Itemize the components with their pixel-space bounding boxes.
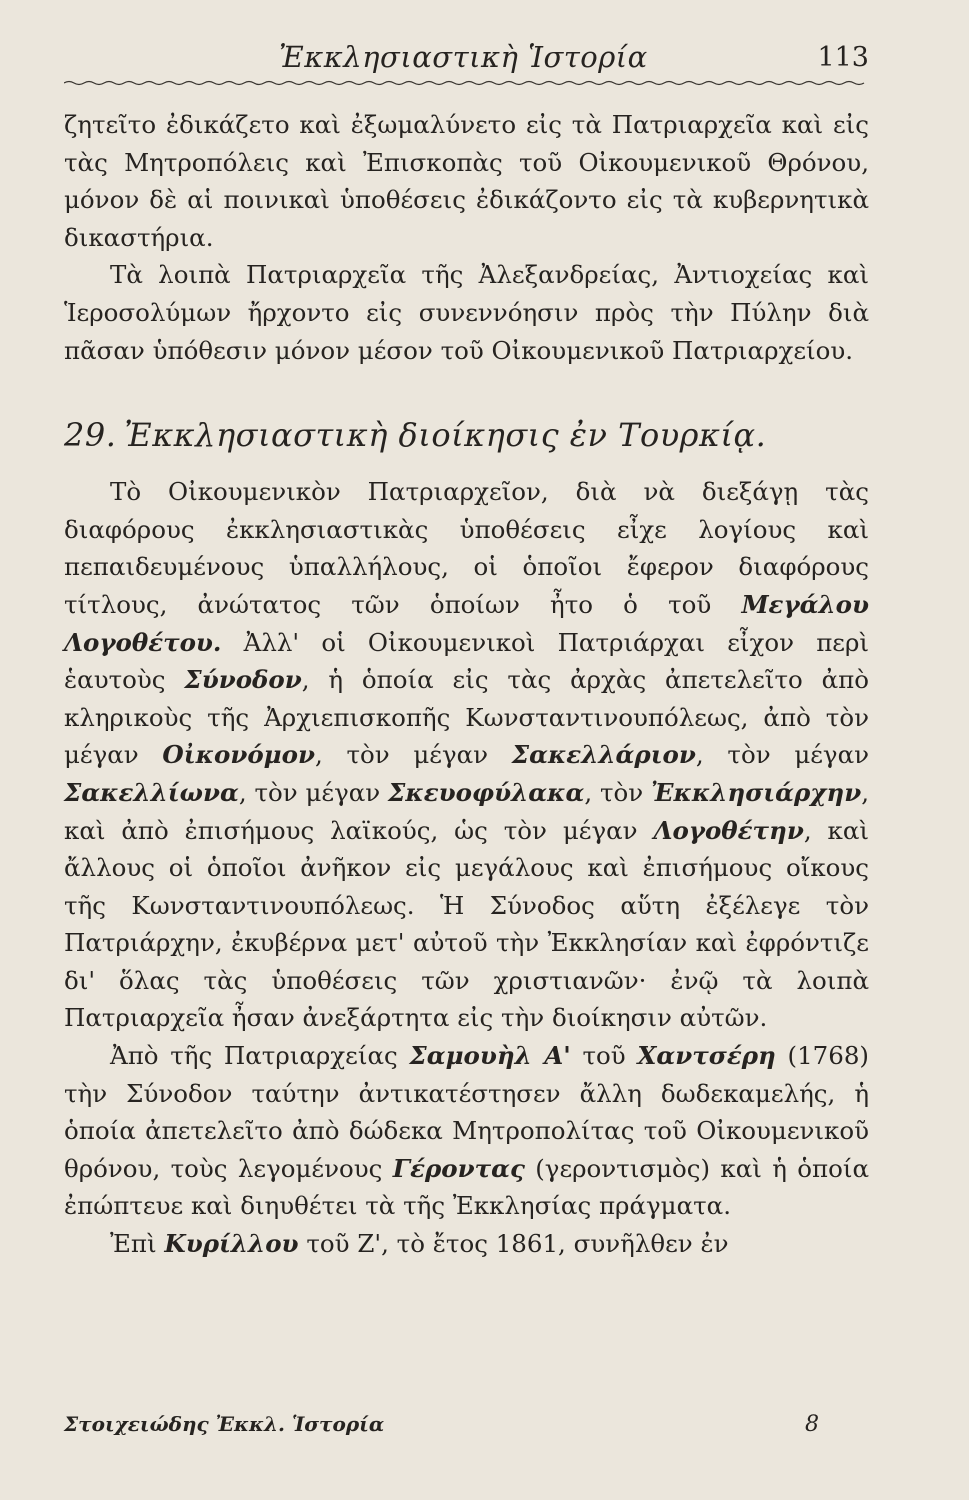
running-head [64,40,869,80]
text-run: Ἀλλ' οἱ Οἰκουμενικοὶ Πατριάρχαι εἶχον περὶ ἑαυτοὺς [64,627,869,695]
text-run: Ἀπὸ τῆς Πατριαρχείας [110,1041,410,1071]
text-run: Τὸ Οἰκουμενικὸν Πατριαρχεῖον, διὰ νὰ διεξάγῃ τὰς διαφόρους ἐκκλησιαστικὰς ὑποθέσεις εἶχε λογίους καὶ πεπαιδευμένους ὑπαλλήλους, οἱ ὁποῖοι ἔφερον διαφόρους τίτλους, ἀνώτατος τῶν ὁποίων ἦτο ὁ τοῦ [64,477,869,619]
book-signature: Στοιχειώδης Ἐκκλ. Ἱστορία [64,1412,385,1436]
term-samuel: Σαμουὴλ Α' [409,1041,571,1071]
term-logothetis: Λογοθέτην [653,815,804,845]
term-sakellion: Σακελλίωνα [64,777,239,807]
running-title: Ἐκκλησιαστικὴ Ἱστορία [279,40,648,74]
section-title: Ἐκκλησιαστικὴ διοίκησις ἐν Τουρκίᾳ. [124,416,767,455]
term-sakellarios: Σακελλάριον [511,740,696,770]
text-run: , ἡ ὁποία εἰς τὰς ἀρχὰς ἀπετελεῖτο ἀπὸ κληρικοὺς τῆς Ἀρχιεπισκοπῆς Κωνσταντινουπόλεως, ἀπὸ τὸν μέγαν [64,665,870,770]
page-footer [64,1412,869,1448]
paragraph-gerontes [64,1037,869,1225]
text-run: , τὸν μέγαν [695,740,870,770]
term-kyrillos: Κυρίλλου [164,1229,299,1259]
text-run: (γεροντισμὸς) καὶ ἡ ὁποία ἐπώπτευε καὶ διηυθέτει τὰ τῆς Ἐκκλησίας πράγματα. [64,1153,869,1221]
paragraph-synod [64,473,869,1037]
term-skevofylax: Σκευοφύλακα [388,777,585,807]
paragraph-kyrillos [64,1225,869,1263]
intro-paragraph-continued: ζητεῖτο ἐδικάζετο καὶ ἐξωμαλύνετο εἰς τὰ Πατριαρχεῖα καὶ εἰς τὰς Μητροπόλεις καὶ Ἐπισκοπὰς τοῦ Οἰκουμενικοῦ Θρόνου, μόνον δὲ αἱ ποινικαὶ ὑποθέσεις ἐδικάζοντο εἰς τὰ κυβερνητικὰ δικαστήρια. [64,110,869,252]
page-number: 113 [817,42,869,73]
sheet-number: 8 [805,1412,819,1437]
term-gerontes: Γέροντας [392,1153,525,1183]
decorative-wavy-rule [64,80,869,86]
term-megas-logothetes: Μεγάλου Λογοθέτου. [64,589,869,657]
term-ekklisiarchis: Ἐκκλησιάρχην [651,777,862,807]
term-oikonomos: Οἰκονόμον [162,740,315,770]
text-run: τοῦ [570,1041,638,1071]
text-run: , καὶ ἀπὸ ἐπισήμους λαϊκούς, ὡς τὸν μέγαν [64,777,870,845]
text-run: , καὶ ἄλλους οἱ ὁποῖοι ἀνῆκον εἰς μεγάλους καὶ ἐπισήμους οἴκους τῆς Κωνσταντινουπόλεως. Ἡ Σύνοδος αὕτη ἐξέλεγε τὸν Πατριάρχην, ἐκυβέρνα μετ' αὐτοῦ τὴν Ἐκκλησίαν καὶ ἐφρόντιζε δι' ὅλας τὰς ὑποθέσεις τῶν χριστιανῶν· ἐνῷ τὰ λοιπὰ Πατριαρχεῖα ἦσαν ἀνεξάρτητα εἰς τὴν διοίκησιν αὐτῶν. [64,815,869,1033]
term-chantseris: Χαντσέρη [637,1041,776,1071]
text-run: , τὸν [584,777,652,807]
text-run: τοῦ Ζ', τὸ ἔτος 1861, συνῆλθεν ἐν [298,1229,729,1259]
text-run: Ἐπὶ [110,1229,165,1259]
text-run: , τὸν μέγαν [314,740,512,770]
section-heading [64,413,869,457]
text-run: , τὸν μέγαν [238,777,389,807]
text-run: (1768) τὴν Σύνοδον ταύτην ἀντικατέστησεν ἄλλη δωδεκαμελής, ἡ ὁποία ἀπετελεῖτο ἀπὸ δώδεκα Μητροπολίτας τοῦ Οἰκουμενικοῦ θρόνου, τοὺς λεγομένους [64,1041,869,1183]
body-text [64,106,869,1263]
term-synodos: Σύνοδον [184,665,302,695]
intro-paragraph: Τὰ λοιπὰ Πατριαρχεῖα τῆς Ἀλεξανδρείας, Ἀντιοχείας καὶ Ἱεροσολύμων ἤρχοντο εἰς συνεννόησιν πρὸς τὴν Πύλην διὰ πᾶσαν ὑπόθεσιν μόνον μέσον τοῦ Οἰκουμενικοῦ Πατριαρχείου. [64,260,869,365]
section-number: 29. [64,416,117,455]
